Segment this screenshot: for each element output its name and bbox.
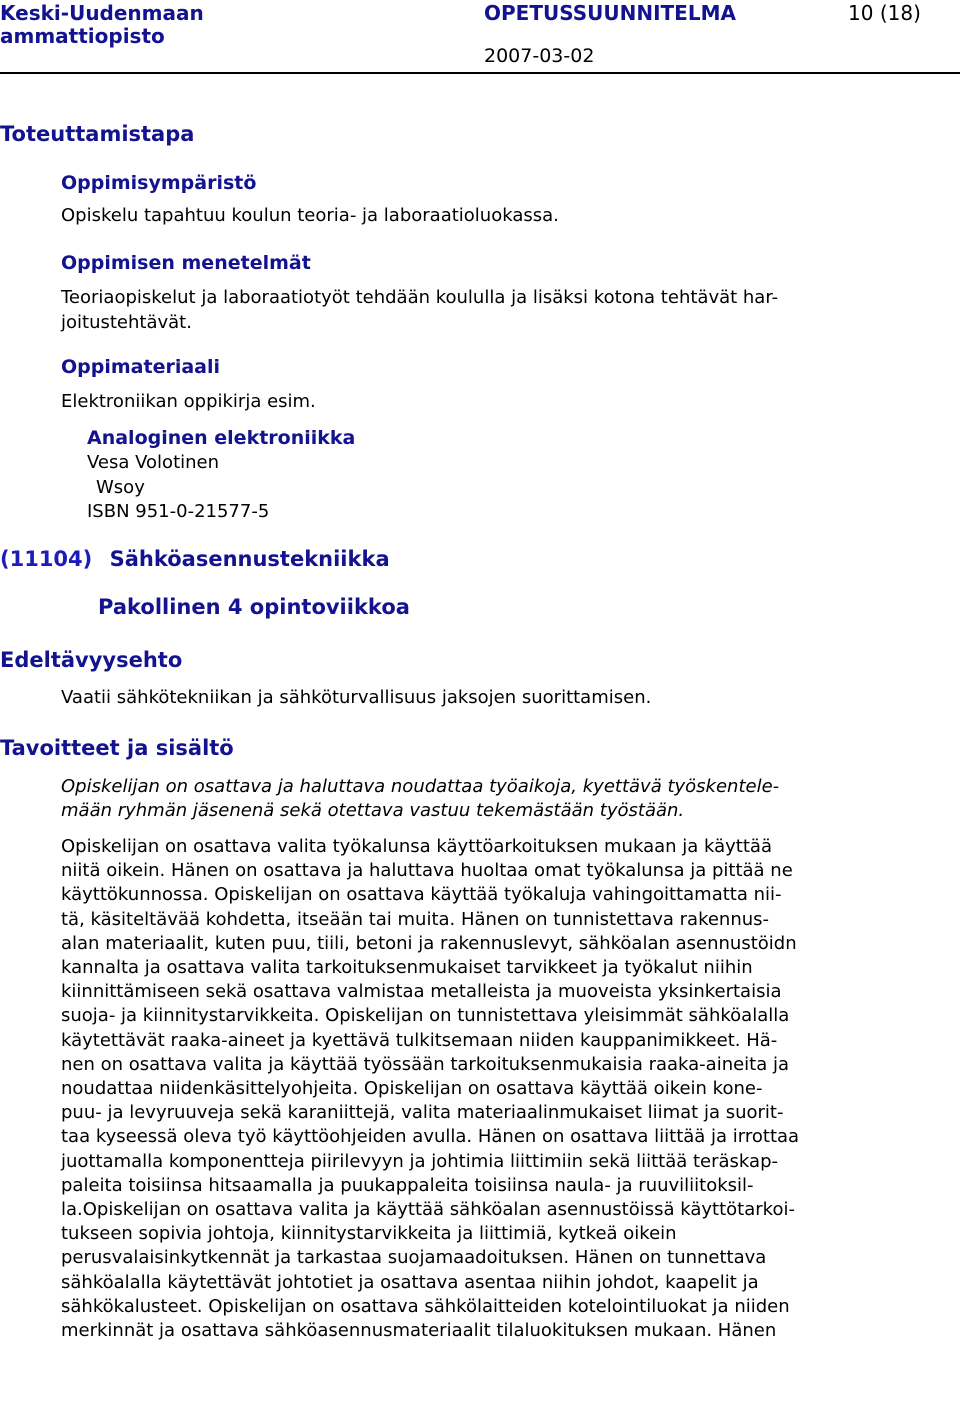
goals-body-line: la.Opiskelijan on osattava valita ja käyttää sähköalan asennustöissä käyttötarkoi- bbox=[61, 1199, 795, 1221]
subheading-methods: Oppimisen menetelmät bbox=[61, 252, 311, 274]
goals-body-line: tä, käsiteltävää kohdetta, itseään tai muita. Hänen on tunnistettava rakennus- bbox=[61, 908, 770, 930]
goals-heading: Tavoitteet ja sisältö bbox=[0, 736, 234, 760]
goals-body-line: noudattaa niidenkäsittelyohjeita. Opiskelijan on osattava käyttää oikein kone- bbox=[61, 1078, 763, 1100]
prerequisite-text: Vaatii sähkötekniikan ja sähköturvallisuus jaksojen suorittamisen. bbox=[61, 687, 652, 708]
goals-body-paragraph bbox=[61, 835, 911, 1343]
header-rule bbox=[0, 72, 960, 74]
document-date: 2007-03-02 bbox=[484, 45, 595, 67]
course-code: (11104) bbox=[0, 547, 93, 571]
section-heading-implementation: Toteuttamistapa bbox=[0, 122, 195, 146]
goals-body-line: taa kyseessä oleva työ käyttöohjeiden avulla. Hänen on osattava liittää ja irrottaa bbox=[61, 1126, 800, 1148]
goals-body-line: suoja- ja kiinnitystarvikkeita. Opiskelijan on tunnistettava yleisimmät sähköalalla bbox=[61, 1005, 790, 1027]
subheading-environment: Oppimisympäristö bbox=[61, 172, 257, 194]
methods-line-2: joitustehtävät. bbox=[61, 312, 192, 333]
document-title: OPETUSSUUNNITELMA bbox=[484, 1, 736, 25]
org-name-line1: Keski-Uudenmaan bbox=[0, 1, 204, 25]
methods-line-1: Teoriaopiskelut ja laboraatiotyöt tehdään koululla ja lisäksi kotona tehtävät har- bbox=[61, 287, 779, 308]
goals-body-line: Opiskelijan on osattava valita työkalunsa käyttöarkoituksen mukaan ja käyttää bbox=[61, 836, 772, 857]
goals-italic-line: mään ryhmän jäsenenä sekä otettava vastuu tekemästään työstään. bbox=[61, 800, 685, 822]
page-total: (18) bbox=[879, 1, 921, 25]
course-name: Sähköasennustekniikka bbox=[109, 547, 390, 571]
goals-body-line: kannalta ja osattava valita tarkoituksenmukaiset tarvikkeet ja työkalut niihin bbox=[61, 957, 753, 979]
course-heading bbox=[0, 547, 390, 571]
goals-body-line: nen on osattava valita ja käyttää työssään tarkoituksenmukaisia raaka-aineita ja bbox=[61, 1053, 790, 1075]
environment-text: Opiskelu tapahtuu koulun teoria- ja laboraatioluokassa. bbox=[61, 205, 559, 226]
course-scope: Pakollinen 4 opintoviikkoa bbox=[98, 595, 410, 619]
goals-body-line: niitä oikein. Hänen on osattava ja haluttava huoltaa omat työkalunsa ja pittää ne bbox=[61, 860, 793, 882]
book-isbn: ISBN 951-0-21577-5 bbox=[87, 501, 270, 522]
page-current: 10 bbox=[848, 1, 874, 25]
goals-body-line: käytettävät raaka-aineet ja kyettävä tulkitsemaan niiden kauppanimikkeet. Hä- bbox=[61, 1029, 778, 1051]
goals-body-line: sähkökalusteet. Opiskelijan on osattava sähkölaitteiden kotelointiluokat ja niiden bbox=[61, 1295, 790, 1317]
goals-body-line: tukseen sopivia johtoja, kiinnitystarvikkeita ja liittimiä, kytkeä oikein bbox=[61, 1223, 677, 1245]
book-author: Vesa Volotinen bbox=[87, 452, 220, 473]
book-publisher: Wsoy bbox=[96, 477, 145, 498]
material-text: Elektroniikan oppikirja esim. bbox=[61, 391, 316, 412]
goals-italic-paragraph bbox=[61, 775, 911, 823]
org-name-line2: ammattiopisto bbox=[0, 24, 165, 48]
goals-body-line: kiinnittämiseen sekä osattava valmistaa metalleista ja muoveista yksinkertaisia bbox=[61, 981, 782, 1003]
goals-body-line: käyttökunnossa. Opiskelijan on osattava käyttää työkaluja vahingoittamatta nii- bbox=[61, 884, 782, 906]
goals-italic-line: Opiskelijan on osattava ja haluttava noudattaa työaikoja, kyettävä työskentele- bbox=[61, 776, 780, 797]
goals-body-line: juottamalla komponentteja piirilevyyn ja johtimia liittimiin sekä liittää teräskap- bbox=[61, 1150, 778, 1172]
subheading-material: Oppimateriaali bbox=[61, 356, 221, 378]
goals-body-line: sähköalalla käytettävät johtotiet ja osattava asentaa niihin johdot, kaapelit ja bbox=[61, 1271, 759, 1293]
prerequisite-heading: Edeltävyysehto bbox=[0, 648, 183, 672]
goals-body-line: perusvalaisinkytkennät ja tarkastaa suojamaadoituksen. Hänen on tunnettava bbox=[61, 1247, 767, 1269]
goals-body-line: puu- ja levyruuveja sekä karaniittejä, valita materiaalinmukaiset liimat ja suorit- bbox=[61, 1102, 784, 1124]
goals-body-line: merkinnät ja osattava sähköasennusmateriaalit tilaluokituksen mukaan. Hänen bbox=[61, 1320, 777, 1342]
page-number bbox=[848, 0, 921, 26]
book-title: Analoginen elektroniikka bbox=[87, 427, 356, 449]
goals-body-line: alan materiaalit, kuten puu, tiili, betoni ja rakennuslevyt, sähköalan asennustöidn bbox=[61, 932, 797, 954]
goals-body-line: paleita toisiinsa hitsaamalla ja puukappaleita toisiinsa naula- ja ruuviliitoksil- bbox=[61, 1174, 754, 1196]
